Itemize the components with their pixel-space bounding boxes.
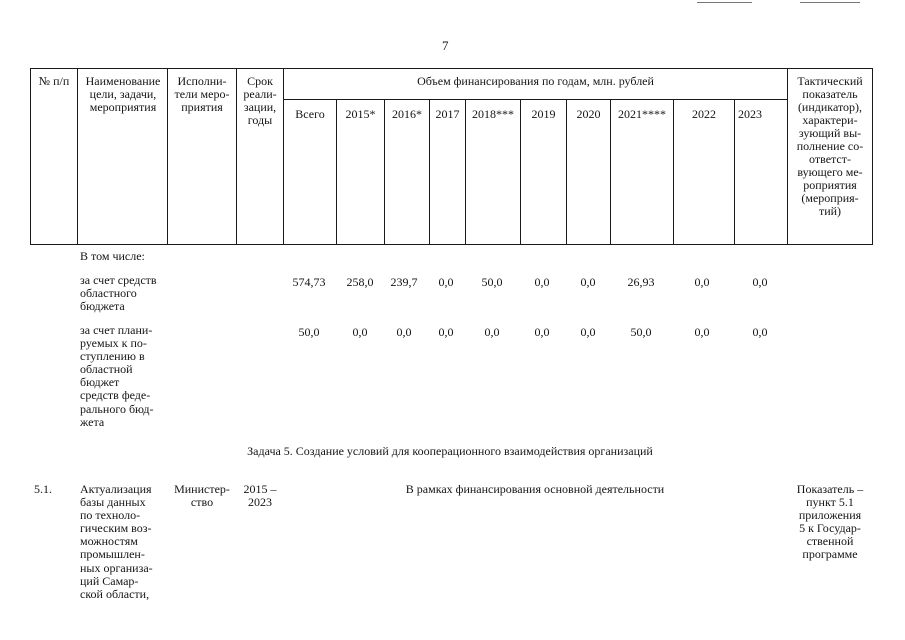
header-col-number: № п/п bbox=[38, 74, 70, 88]
value-cell: 258,0 bbox=[346, 275, 374, 289]
header-col-term: Срок реали- зации, годы bbox=[243, 74, 277, 127]
header-year-2017: 2017 bbox=[435, 107, 460, 121]
header-year-2021: 2021**** bbox=[618, 107, 666, 121]
header-year-total: Всего bbox=[295, 107, 325, 121]
header-year-2016: 2016* bbox=[392, 107, 422, 121]
item-indicator: Показатель – пункт 5.1 приложения 5 к Государ- ственной программе bbox=[796, 482, 864, 561]
row-regional-budget-label: за счет средств областного бюджета bbox=[80, 273, 157, 313]
value-cell: 50,0 bbox=[298, 325, 320, 339]
value-cell: 0,0 bbox=[534, 325, 550, 339]
header-year-2019: 2019 bbox=[531, 107, 556, 121]
header-col-executor: Исполни- тели меро- приятия bbox=[174, 74, 230, 114]
value-cell: 0,0 bbox=[484, 325, 500, 339]
item-name: Актуализация базы данных по техноло- гическим воз- можностям промышлен- ных организа- ций Самар- ской области, bbox=[80, 482, 153, 601]
value-cell: 0,0 bbox=[580, 275, 596, 289]
header-col-name: Наименование цели, задачи, мероприятия bbox=[85, 74, 161, 114]
item-executor: Министер- ство bbox=[174, 482, 230, 509]
value-cell: 0,0 bbox=[752, 325, 768, 339]
value-cell: 50,0 bbox=[481, 275, 503, 289]
value-cell: 0,0 bbox=[438, 325, 454, 339]
scan-artifact-line bbox=[697, 2, 752, 3]
value-cell: 50,0 bbox=[630, 325, 652, 339]
value-cell: 26,93 bbox=[627, 275, 655, 289]
value-cell: 0,0 bbox=[534, 275, 550, 289]
value-cell: 0,0 bbox=[694, 325, 710, 339]
item-number: 5.1. bbox=[34, 482, 52, 496]
header-col-financing: Объем финансирования по годам, млн. рублей bbox=[417, 74, 654, 88]
value-cell: 239,7 bbox=[390, 275, 418, 289]
including-label: В том числе: bbox=[80, 249, 145, 263]
header-year-2018: 2018*** bbox=[472, 107, 514, 121]
item-financing-note: В рамках финансирования основной деятельности bbox=[405, 482, 665, 496]
value-cell: 574,73 bbox=[292, 275, 326, 289]
header-year-2022: 2022 bbox=[692, 107, 716, 121]
value-cell: 0,0 bbox=[396, 325, 412, 339]
page-number: 7 bbox=[442, 38, 449, 53]
header-year-2023: 2023 bbox=[738, 107, 762, 121]
header-col-indicator: Тактический показатель (индикатор), характери- зующий вы- полнение со- ответст- вующего ме- роприятия (мероприя- тий) bbox=[796, 74, 864, 218]
value-cell: 0,0 bbox=[352, 325, 368, 339]
value-cell: 0,0 bbox=[438, 275, 454, 289]
header-year-2020: 2020 bbox=[576, 107, 601, 121]
value-cell: 0,0 bbox=[694, 275, 710, 289]
row-federal-budget-label: за счет плани- руемых к по- ступлению в областной бюджет средств феде- рального бюд- жета bbox=[80, 323, 154, 429]
item-term: 2015 – 2023 bbox=[243, 482, 277, 509]
value-cell: 0,0 bbox=[580, 325, 596, 339]
scan-artifact-line bbox=[800, 2, 860, 3]
header-year-2015: 2015* bbox=[345, 107, 376, 121]
value-cell: 0,0 bbox=[752, 275, 768, 289]
task-title: Задача 5. Создание условий для кооперационного взаимодействия организаций bbox=[247, 444, 653, 458]
